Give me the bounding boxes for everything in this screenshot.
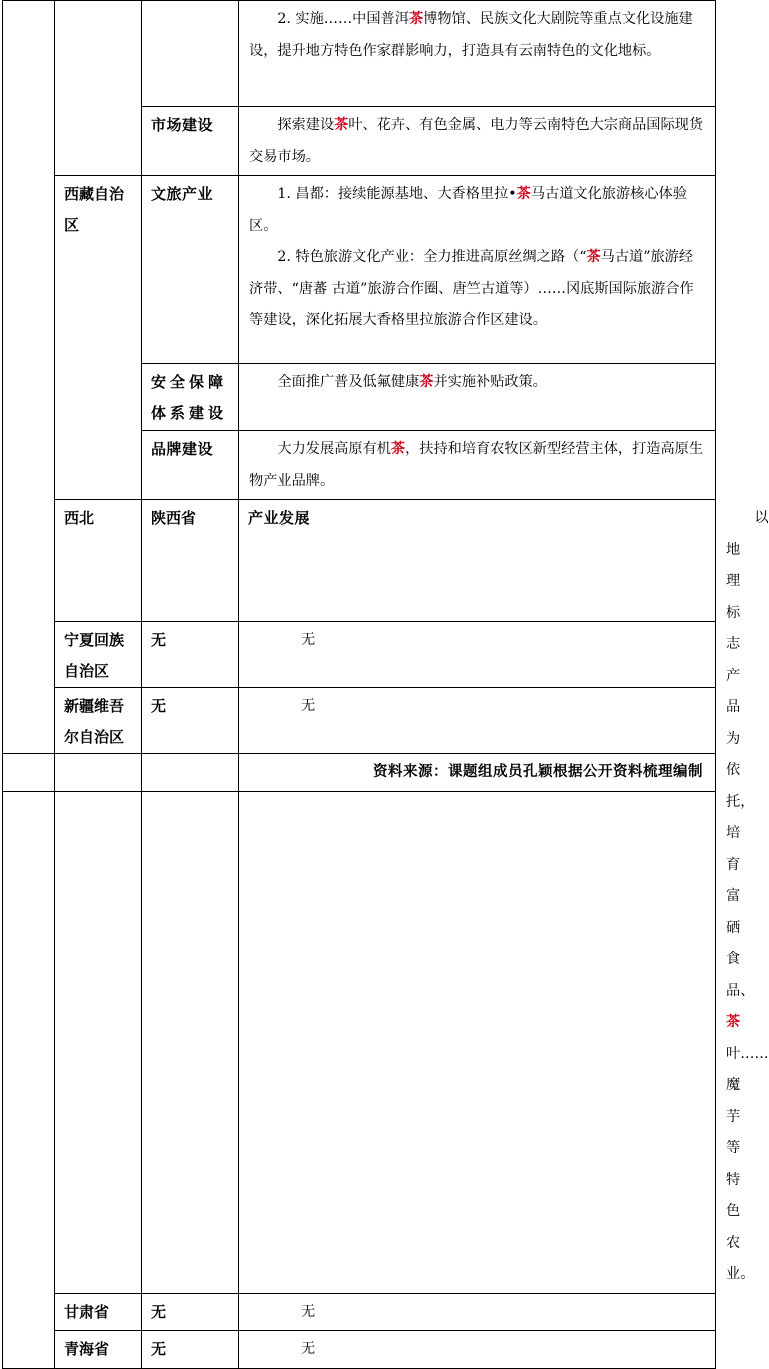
table-row bbox=[3, 688, 716, 754]
category-cell: 品牌建设 bbox=[142, 431, 239, 500]
policy-table-lower bbox=[2, 621, 716, 792]
table-row bbox=[3, 1, 716, 107]
category-cell: 无 bbox=[142, 622, 239, 688]
category-cell: 文旅产业 bbox=[142, 176, 239, 364]
province-cell: 甘肃省 bbox=[55, 1293, 142, 1331]
content-cell: 探索建设茶叶、花卉、有色金属、电力等云南特色大宗商品国际现货交易市场。 bbox=[239, 107, 716, 176]
content-cell: 无 bbox=[239, 1331, 716, 1369]
category-cell: 市场建设 bbox=[142, 107, 239, 176]
region-cell bbox=[3, 622, 55, 754]
content-cell: 无 bbox=[239, 1293, 716, 1331]
category-cell: 产业发展 bbox=[239, 500, 716, 1294]
content-cell: 2. 实施……中国普洱茶博物馆、民族文化大剧院等重点文化设施建设，提升地方特色作家群影响力，打造具有云南特色的文化地标。 bbox=[239, 1, 716, 107]
tea-highlight: 茶 bbox=[586, 249, 601, 265]
content-cell: 无 bbox=[239, 622, 716, 688]
tea-highlight: 茶 bbox=[334, 117, 349, 133]
table-row bbox=[3, 1293, 716, 1331]
content-cell: 1. 昌都：接续能源基地、大香格里拉•茶马古道文化旅游核心体验区。 2. 特色旅游文化产业：全力推进高原丝绸之路（“茶马古道”旅游经济带、“唐蕃 古道”旅游合作圈、唐竺古道等）……冈底斯国际旅游合作等建设，深化拓展大香格里拉旅游合作区建设。 bbox=[239, 176, 716, 364]
tea-highlight: 茶 bbox=[390, 441, 406, 457]
province-cell: 陕西省 bbox=[142, 500, 239, 1294]
region-cell: 西北 bbox=[55, 500, 142, 1294]
province-cell: 新疆维吾尔自治区 bbox=[55, 688, 142, 754]
tea-highlight: 茶 bbox=[726, 1014, 741, 1030]
content-cell: 大力发展高原有机茶，扶持和培育农牧区新型经营主体，打造高原生物产业品牌。 bbox=[239, 431, 716, 500]
content-cell: 全面推广普及低氟健康茶并实施补贴政策。 bbox=[239, 364, 716, 431]
source-note: 资料来源：课题组成员孔颖根据公开资料梳理编制 bbox=[3, 754, 716, 792]
category-cell: 安全保障体系建设 bbox=[142, 364, 239, 431]
table-row bbox=[3, 622, 716, 688]
table-row: 西北 陕西省 产业发展 以地理标志产品为依托，培育富硒食品、茶叶……魔芋等特色农业。 bbox=[3, 500, 716, 1294]
tea-highlight: 茶 bbox=[408, 11, 424, 27]
tea-highlight: 茶 bbox=[516, 186, 531, 202]
category-cell: 无 bbox=[142, 688, 239, 754]
table-row bbox=[3, 754, 716, 792]
province-cell: 宁夏回族自治区 bbox=[55, 622, 142, 688]
province-cell bbox=[55, 1, 142, 176]
province-cell: 青海省 bbox=[55, 1331, 142, 1369]
province-cell: 西藏自治区 bbox=[55, 176, 142, 500]
content-cell: 无 bbox=[239, 688, 716, 754]
table-row bbox=[3, 1331, 716, 1369]
tea-highlight: 茶 bbox=[419, 374, 434, 390]
category-cell: 无 bbox=[142, 1331, 239, 1369]
category-cell: 无 bbox=[142, 1293, 239, 1331]
table-row bbox=[3, 176, 716, 364]
category-cell bbox=[142, 1, 239, 107]
